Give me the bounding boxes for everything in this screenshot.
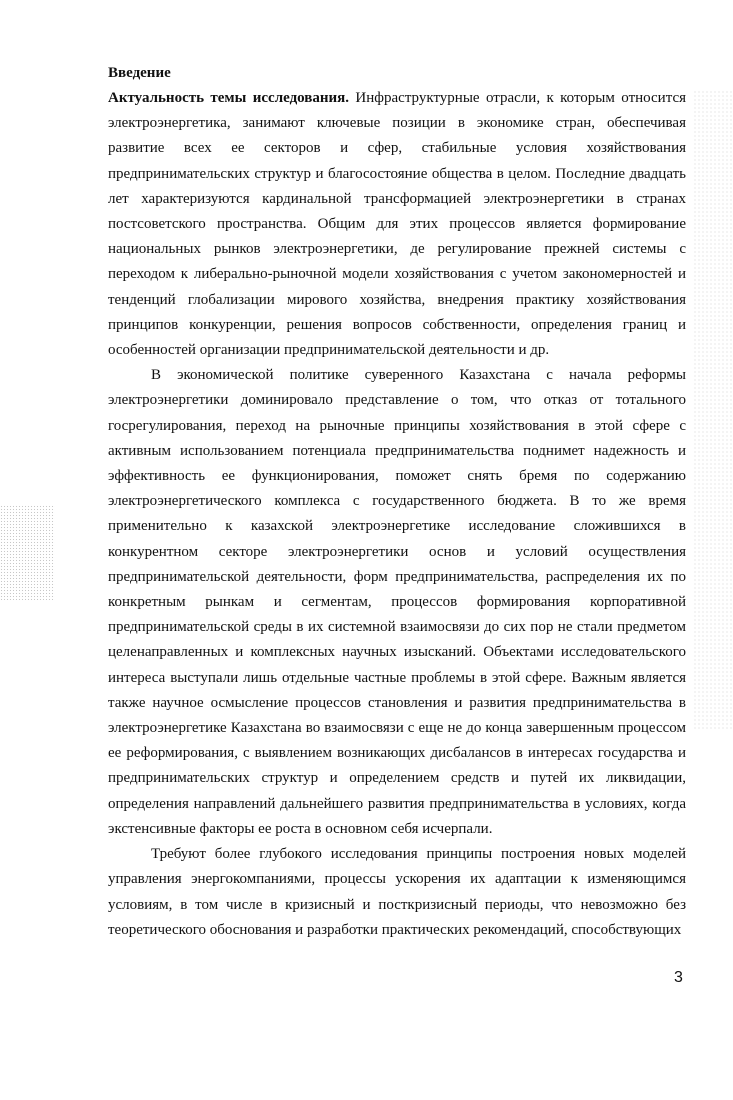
page-number: 3 (674, 969, 683, 986)
section-heading: Введение (108, 65, 171, 81)
paragraph-further-research: Требуют более глубокого исследования принципы построения новых моделей управления энергокомпаниями, процессы ускорения их адаптации к изменяющимся условиям, в том числе в кризисный и посткризисный периоды, что невозможно без теоретического обоснования и разработки практических рекомендаций, способствующих (108, 846, 686, 938)
paragraph-economic-policy: В экономической политике суверенного Казахстана с начала реформы электроэнергетики доминировало представление о том, что отказ от тотального госрегулирования, переход на рыночные принципы хозяйствования в этой сфере с активным использованием потенциала предпринимательства поднимет надежность и эффективность ее функционирования, поможет снять бремя по содержанию электроэнергетического комплекса с государственного бюджета. В то же время применительно к казахской электроэнергетике исследование сложившихся в конкурентном секторе электроэнергетики основ и условий осуществления предпринимательской деятельности, форм предпринимательства, распределения их по конкретным рынкам и сегментам, процессов формирования корпоративной предпринимательской среды в их системной взаимосвязи до сих пор не стали предметом целенаправленных и комплексных научных изысканий. Объектами исследовательского интереса выступали лишь отдельные частные проблемы в этой сфере. Важным является также научное осмысление процессов становления и развития предпринимательства в электроэнергетике Казахстана во взаимосвязи с еще не до конца завершенным процессом ее реформирования, с выявлением возникающих дисбалансов в интересах государства и предпринимательских структур и определением средств и путей их ликвидации, определения направлений дальнейшего развития предпринимательства в условиях, когда экстенсивные факторы ее роста в основном себя исчерпали. (108, 367, 686, 837)
page-body (108, 60, 686, 943)
paragraph-lead: Актуальность темы исследования. (108, 90, 350, 106)
scan-artifact-left (0, 505, 55, 600)
paragraph-text: Инфраструктурные отрасли, к которым относится электроэнергетика, занимают ключевые позиции в экономике стран, обеспечивая развитие всех ее секторов и сфер, стабильные условия хозяйствования предпринимательских структур и благосостояние общества в целом. Последние двадцать лет характеризуются кардинальной трансформацией электроэнергетики в странах постсоветского пространства. Общим для этих процессов является формирование национальных рынков электроэнергетики, де регулирование прежней системы с переходом к либерально-рыночной модели хозяйствования с учетом закономерностей и тенденций глобализации мирового хозяйства, внедрения практику хозяйствования принципов конкуренции, решения вопросов собственности, определения границ и особенностей организации предпринимательской деятельности и др. (108, 90, 687, 359)
scan-artifact-right (693, 90, 733, 730)
paragraph-relevance (108, 86, 686, 363)
